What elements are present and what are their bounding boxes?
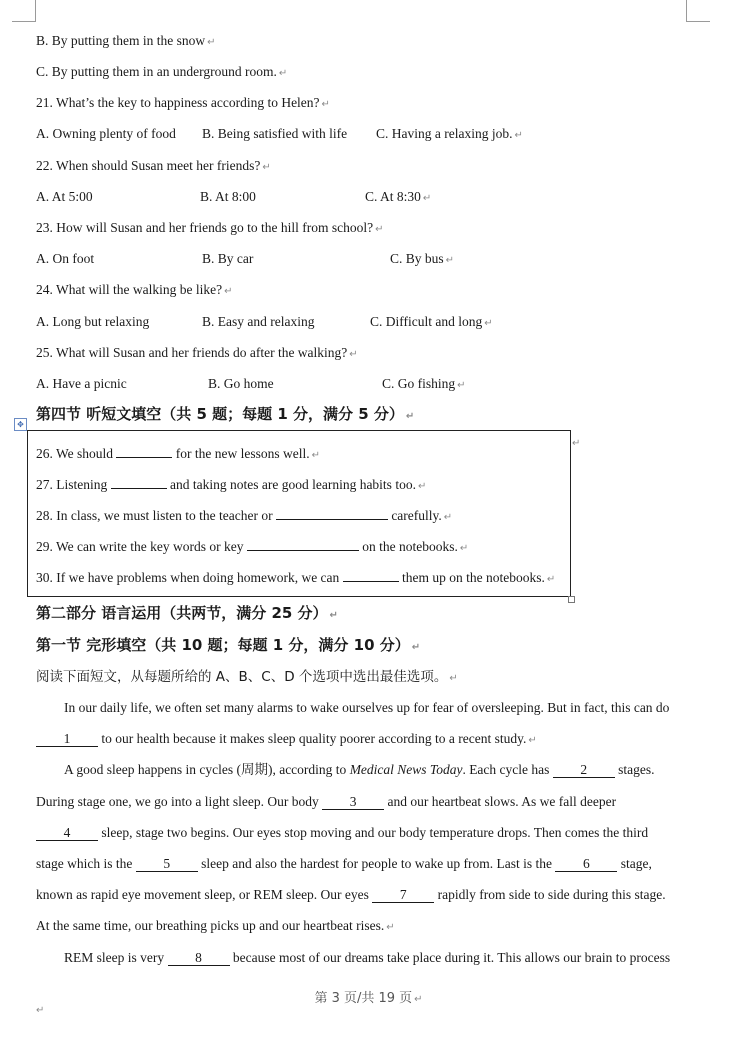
option-b: B. Being satisfied with life	[202, 126, 348, 141]
section-heading: 第一节 完形填空（共 10 题；每题 1 分，满分 10 分） ↵	[36, 636, 421, 654]
fill-item-27: 27. Listening and taking notes are good learning habits too. ↵	[36, 474, 426, 496]
blank-8: 8	[168, 951, 230, 966]
option-c: C. Go fishing ↵	[382, 376, 466, 391]
option-c: C. By bus ↵	[390, 251, 455, 266]
fill-item-28: 28. In class, we must listen to the teacher or carefully. ↵	[36, 505, 452, 527]
crop-mark-left-vertical	[35, 0, 36, 22]
table-resize-handle[interactable]	[568, 596, 575, 603]
question-22: 22. When should Susan meet her friends? ↵	[36, 158, 271, 173]
question-24: 24. What will the walking be like? ↵	[36, 282, 233, 297]
question-21: 21. What’s the key to happiness according to Helen? ↵	[36, 95, 330, 110]
option-b: B. Go home	[208, 376, 274, 391]
crop-mark-right-vertical	[686, 0, 687, 22]
blank-2: 2	[553, 763, 615, 778]
table-move-handle-icon[interactable]: ✥	[14, 418, 27, 431]
passage-line: stage which is the 5 sleep and also the hardest for people to wake up from. Last is the 6 stage,	[36, 856, 652, 871]
question-25: 25. What will Susan and her friends do after the walking? ↵	[36, 345, 358, 360]
passage-line: known as rapid eye movement sleep, or REM sleep. Our eyes 7 rapidly from side to side during this stage.	[36, 887, 666, 902]
option-a: A. Have a picnic	[36, 376, 127, 391]
question-23: 23. How will Susan and her friends go to the hill from school? ↵	[36, 220, 384, 235]
option-line: B. By putting them in the snow ↵	[36, 33, 216, 48]
passage-line: REM sleep is very 8 because most of our dreams take place during it. This allows our brain to process	[64, 950, 671, 965]
empty-paragraph-mark: ↵	[36, 1005, 45, 1016]
option-c: C. At 8:30 ↵	[365, 189, 432, 204]
crop-mark-left-horizontal	[12, 21, 36, 22]
fill-item-29: 29. We can write the key words or key on the notebooks. ↵	[36, 536, 468, 558]
blank-3: 3	[322, 795, 384, 810]
fill-item-30: 30. If we have problems when doing homework, we can them up on the notebooks. ↵	[36, 567, 555, 589]
passage-line: During stage one, we go into a light sleep. Our body 3 and our heartbeat slows. As we fall deeper	[36, 794, 617, 809]
option-b: B. Easy and relaxing	[202, 314, 315, 329]
blank-6: 6	[555, 857, 617, 872]
option-a: A. On foot	[36, 251, 95, 266]
option-b: B. At 8:00	[200, 189, 256, 204]
table-end-mark: ↵	[572, 438, 581, 449]
part-heading: 第二部分 语言运用（共两节，满分 25 分） ↵	[36, 604, 338, 622]
option-a: A. Long but relaxing	[36, 314, 150, 329]
crop-mark-right-horizontal	[686, 21, 710, 22]
option-a: A. At 5:00	[36, 189, 93, 204]
fill-item-26: 26. We should for the new lessons well. ↵	[36, 443, 320, 465]
passage-line: At the same time, our breathing picks up and our heartbeat rises. ↵	[36, 918, 395, 933]
passage-line: 1 to our health because it makes sleep quality poorer according to a recent study. ↵	[36, 730, 537, 750]
section-heading: 第四节 听短文填空（共 5 题；每题 1 分，满分 5 分） ↵	[36, 405, 415, 423]
blank-7: 7	[372, 888, 434, 903]
passage-line: 4 sleep, stage two begins. Our eyes stop moving and our body temperature drops. Then comes the third	[36, 824, 648, 842]
option-c: C. Difficult and long ↵	[370, 314, 493, 329]
option-c: C. Having a relaxing job. ↵	[376, 126, 523, 141]
option-a: A. Owning plenty of food	[36, 126, 176, 141]
passage-line: A good sleep happens in cycles (周期), according to Medical News Today. Each cycle has 2 stages.	[64, 762, 655, 777]
option-line: C. By putting them in an underground room. ↵	[36, 64, 288, 79]
passage-line: In our daily life, we often set many alarms to wake ourselves up for fear of oversleeping. But in fact, this can do	[64, 700, 670, 715]
instruction-text: 阅读下面短文，从每题所给的 A、B、C、D 个选项中选出最佳选项。 ↵	[36, 669, 458, 685]
blank-5: 5	[136, 857, 198, 872]
blank-4: 4	[36, 826, 98, 841]
blank-1: 1	[36, 732, 98, 747]
option-b: B. By car	[202, 251, 254, 266]
page-footer: 第 3 页/共 19 页 ↵	[314, 991, 423, 1006]
